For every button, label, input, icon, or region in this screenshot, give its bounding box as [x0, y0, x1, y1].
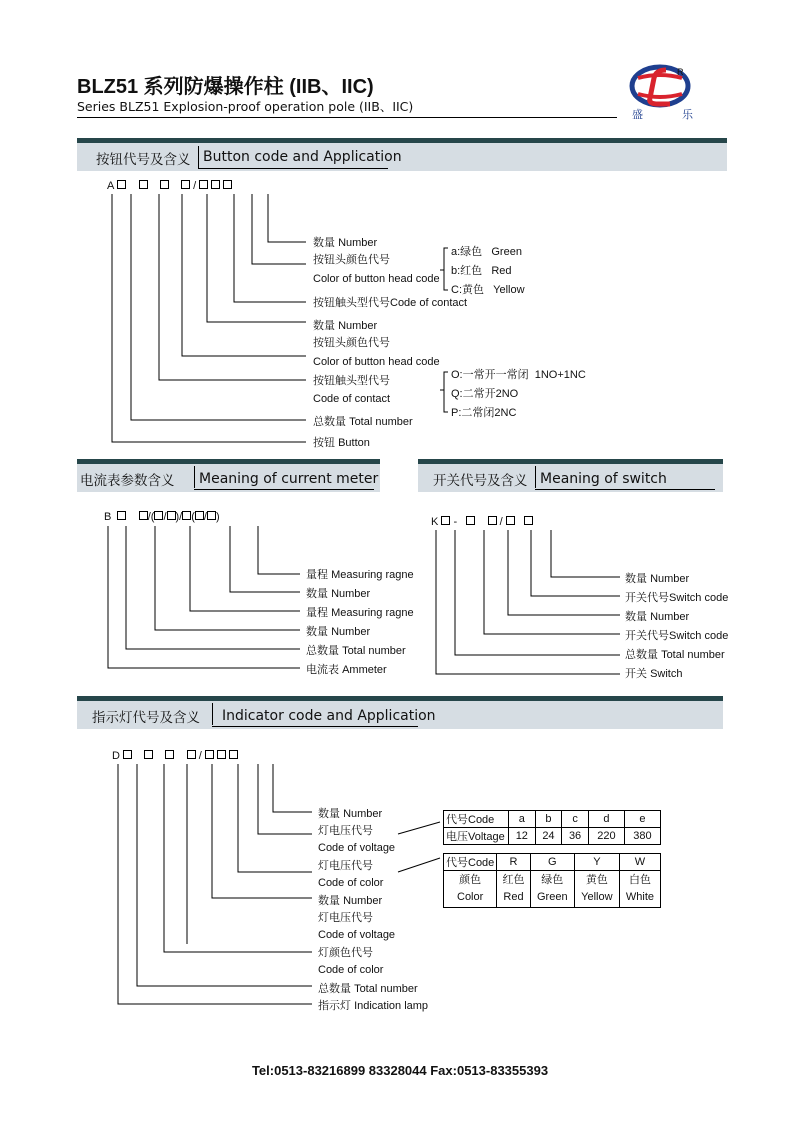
- table-row: [444, 854, 661, 871]
- button-label-contact-zh-2: 按钮触头型代号: [313, 375, 390, 387]
- button-label-contact: 按钮触头型代号Code of contact: [313, 297, 468, 309]
- indicator-label-number-2: 数量 Number: [318, 895, 383, 907]
- color-table: [443, 853, 661, 908]
- button-label-button: 按钮 Button: [313, 437, 370, 449]
- button-label-number: 数量 Number: [313, 237, 378, 249]
- switch-label-number: 数量 Number: [625, 573, 690, 585]
- contact-option-2nc: P:二常闭2NC: [451, 407, 517, 419]
- meter-label-range: 量程 Measuring ragne: [306, 569, 414, 581]
- table-cell: 代号Code: [444, 811, 509, 828]
- indicator-label-voltage-zh: 灯电压代号: [318, 825, 373, 837]
- table-cell: 颜色: [444, 871, 497, 888]
- button-label-contact-en-2: Code of contact: [313, 393, 391, 405]
- table-cell: 220: [588, 828, 624, 845]
- table-row: [444, 871, 661, 888]
- indicator-section-title-en: Indicator code and Application: [222, 708, 436, 724]
- switch-code: K - /: [431, 516, 533, 528]
- switch-label-switch: 开关 Switch: [625, 668, 683, 680]
- table-cell: 黄色: [574, 871, 619, 888]
- switch-section-title-zh: 开关代号及含义: [433, 473, 528, 488]
- table-cell: 白色: [619, 871, 660, 888]
- indicator-label-voltage-en: Code of voltage: [318, 842, 396, 854]
- indicator-label-lamp: 指示灯 Indication lamp: [318, 1000, 429, 1012]
- table-cell: Color: [444, 887, 497, 908]
- table-row: [444, 828, 661, 845]
- button-label-color-zh-2: 按钮头颜色代号: [313, 337, 390, 349]
- table-cell: 24: [535, 828, 562, 845]
- table-cell: 绿色: [530, 871, 574, 888]
- button-label-color-en-2: Color of button head code: [313, 356, 440, 368]
- meter-section-title-en: Meaning of current meter: [199, 471, 379, 487]
- table-cell: c: [562, 811, 589, 828]
- indicator-label-color-en: Code of color: [318, 877, 384, 889]
- table-cell: 12: [509, 828, 536, 845]
- meter-label-ammeter: 电流表 Ammeter: [306, 664, 387, 676]
- table-cell: R: [497, 854, 530, 871]
- indicator-label-color-en-2: Code of color: [318, 964, 384, 976]
- meter-section-title-zh: 电流表参数含义: [80, 473, 175, 488]
- switch-section-title-en: Meaning of switch: [540, 471, 667, 487]
- contact-option-1no1nc: O:一常开一常闭 1NO+1NC: [451, 369, 586, 381]
- indicator-code: D /: [112, 750, 238, 762]
- table-cell: White: [619, 887, 660, 908]
- voltage-table: [443, 810, 661, 845]
- switch-label-code-2: 开关代号Switch code: [625, 630, 729, 642]
- contact-option-2no: Q:二常开2NO: [451, 388, 519, 400]
- table-cell: 电压Voltage: [444, 828, 509, 845]
- table-cell: d: [588, 811, 624, 828]
- table-cell: W: [619, 854, 660, 871]
- page-subtitle: Series BLZ51 Explosion-proof operation pole (IIB、IIC): [77, 99, 414, 114]
- table-cell: b: [535, 811, 562, 828]
- button-label-color-en: Color of button head code: [313, 273, 440, 285]
- button-label-number-2: 数量 Number: [313, 320, 378, 332]
- table-row: [444, 811, 661, 828]
- indicator-label-number: 数量 Number: [318, 808, 383, 820]
- meter-code: B /( / )/ ( / ): [104, 511, 220, 523]
- table-cell: 36: [562, 828, 589, 845]
- indicator-section-title-zh: 指示灯代号及含义: [92, 710, 200, 725]
- table-cell: G: [530, 854, 574, 871]
- table-cell: Green: [530, 887, 574, 908]
- switch-label-number-2: 数量 Number: [625, 611, 690, 623]
- switch-label-total: 总数量 Total number: [625, 649, 725, 661]
- page-title: BLZ51 系列防爆操作柱 (IIB、IIC): [77, 76, 374, 98]
- table-cell: a: [509, 811, 536, 828]
- footer-contact: Tel:0513-83216899 83328044 Fax:0513-83355393: [251, 1063, 549, 1078]
- meter-label-total: 总数量 Total number: [306, 645, 406, 657]
- table-cell: Yellow: [574, 887, 619, 908]
- table-cell: Red: [497, 887, 530, 908]
- indicator-label-voltage-en-2: Code of voltage: [318, 929, 396, 941]
- table-row: [444, 887, 661, 908]
- button-label-total: 总数量 Total number: [313, 416, 413, 428]
- color-option-red: b:红色 Red: [451, 265, 512, 277]
- indicator-label-color-zh: 灯颜色代号: [318, 947, 373, 959]
- button-label-color-zh: 按钮头颜色代号: [313, 254, 390, 266]
- indicator-label-total: 总数量 Total number: [318, 983, 418, 995]
- table-cell: 380: [624, 828, 660, 845]
- indicator-label-voltage-zh-2: 灯电压代号: [318, 860, 373, 872]
- table-cell: e: [624, 811, 660, 828]
- switch-label-code: 开关代号Switch code: [625, 592, 729, 604]
- meter-label-number: 数量 Number: [306, 588, 371, 600]
- color-option-yellow: C:黄色 Yellow: [451, 284, 525, 296]
- meter-label-range-2: 量程 Measuring ragne: [306, 607, 414, 619]
- logo-text: 盛 乐: [632, 109, 712, 121]
- indicator-label-voltage-zh-3: 灯电压代号: [318, 912, 373, 924]
- color-option-green: a:绿色 Green: [451, 246, 522, 258]
- table-cell: Y: [574, 854, 619, 871]
- button-code: A /: [107, 180, 232, 192]
- registered-mark: R: [677, 67, 684, 77]
- button-section-title-en: Button code and Application: [203, 149, 402, 165]
- table-cell: 红色: [497, 871, 530, 888]
- table-cell: 代号Code: [444, 854, 497, 871]
- meter-label-number-2: 数量 Number: [306, 626, 371, 638]
- button-section-title-zh: 按钮代号及含义: [96, 152, 191, 167]
